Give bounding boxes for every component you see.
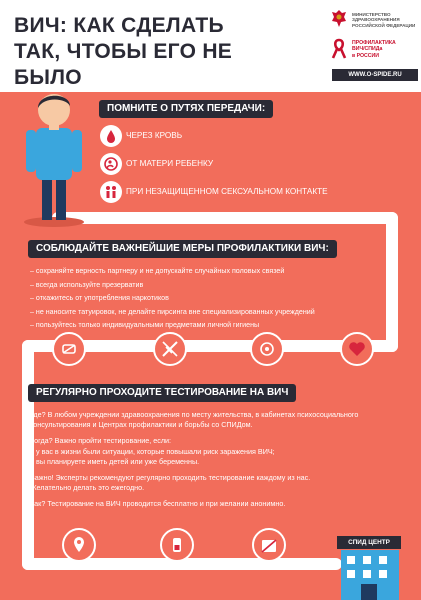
website-link[interactable]: WWW.O-SPIDE.RU xyxy=(332,69,418,81)
testing-text xyxy=(30,410,400,516)
page-title: ВИЧ: КАК СДЕЛАТЬ ТАК, ЧТОБЫ ЕГО НЕ БЫЛО xyxy=(14,14,233,89)
path-segment xyxy=(52,212,398,224)
couple-icon xyxy=(103,184,119,200)
transmission-item: ОТ МАТЕРИ РЕБЕНКУ xyxy=(100,152,392,176)
list-item: – пользуйтесь только индивидуальными предметами личной гигиены xyxy=(30,321,260,329)
header xyxy=(0,0,421,92)
testing-how: Как? Тестирование на ВИЧ проводится бесплатно и при желании анонимно. xyxy=(30,499,286,509)
person-illustration-icon xyxy=(14,80,94,230)
ministry-name: МИНИСТЕРСТВО ЗДРАВООХРАНЕНИЯ РОССИЙСКОЙ ФЕДЕРАЦИИ xyxy=(352,12,416,28)
list-item: – не наносите татуировок, не делайте пирсинга вне специализированных учреждений xyxy=(30,307,315,316)
prevention-heading: СОБЛЮДАЙТЕ ВАЖНЕЙШИЕ МЕРЫ ПРОФИЛАКТИКИ ВИЧ: xyxy=(28,240,337,258)
transmission-item: ЧЕРЕЗ КРОВЬ xyxy=(100,124,392,148)
mother-child-icon xyxy=(103,156,119,172)
map-pin-icon xyxy=(62,528,96,562)
syringe-icon xyxy=(153,332,187,366)
razor-icon xyxy=(250,332,284,366)
list-item: – всегда используйте презерватив xyxy=(30,280,144,289)
testing-when: Когда? Важно пройти тестирование, если: – у вас в жизни были ситуации, которые повышали риск заражения ВИЧ; – вы планируете иметь детей или уже беременны. xyxy=(30,436,275,466)
condom-icon xyxy=(52,332,86,366)
testing-where: Где? В любом учреждении здравоохранения по месту жительства, в кабинетах психосоциального консультирования и Центрах профилактики и борьбы со СПИДом. xyxy=(30,410,359,430)
campaign-name: ПРОФИЛАКТИКА ВИЧ/СПИДа в РОССИИ xyxy=(352,40,396,59)
testing-important: Важно! Эксперты рекомендуют регулярно проходить тестирование каждому из нас. Желательно делать это ежегодно. xyxy=(30,473,311,493)
transmission-item: ПРИ НЕЗАЩИЩЕННОМ СЕКСУАЛЬНОМ КОНТАКТЕ xyxy=(100,180,392,204)
test-tube-icon xyxy=(160,528,194,562)
heart-icon xyxy=(340,332,374,366)
aids-center-label: СПИД ЦЕНТР xyxy=(337,536,401,549)
testing-heading: РЕГУЛЯРНО ПРОХОДИТЕ ТЕСТИРОВАНИЕ НА ВИЧ xyxy=(28,384,296,402)
list-item: – сохраняйте верность партнеру и не допускайте случайных половых связей xyxy=(30,267,285,275)
red-ribbon-icon xyxy=(330,38,348,60)
list-item: – откажитесь от употребления наркотиков xyxy=(30,294,169,302)
calendar-icon xyxy=(252,528,286,562)
prevention-rules xyxy=(30,265,400,333)
eagle-emblem-icon xyxy=(330,8,348,28)
transmission-heading: ПОМНИТЕ О ПУТЯХ ПЕРЕДАЧИ: xyxy=(99,100,273,118)
blood-drop-icon xyxy=(103,128,119,144)
